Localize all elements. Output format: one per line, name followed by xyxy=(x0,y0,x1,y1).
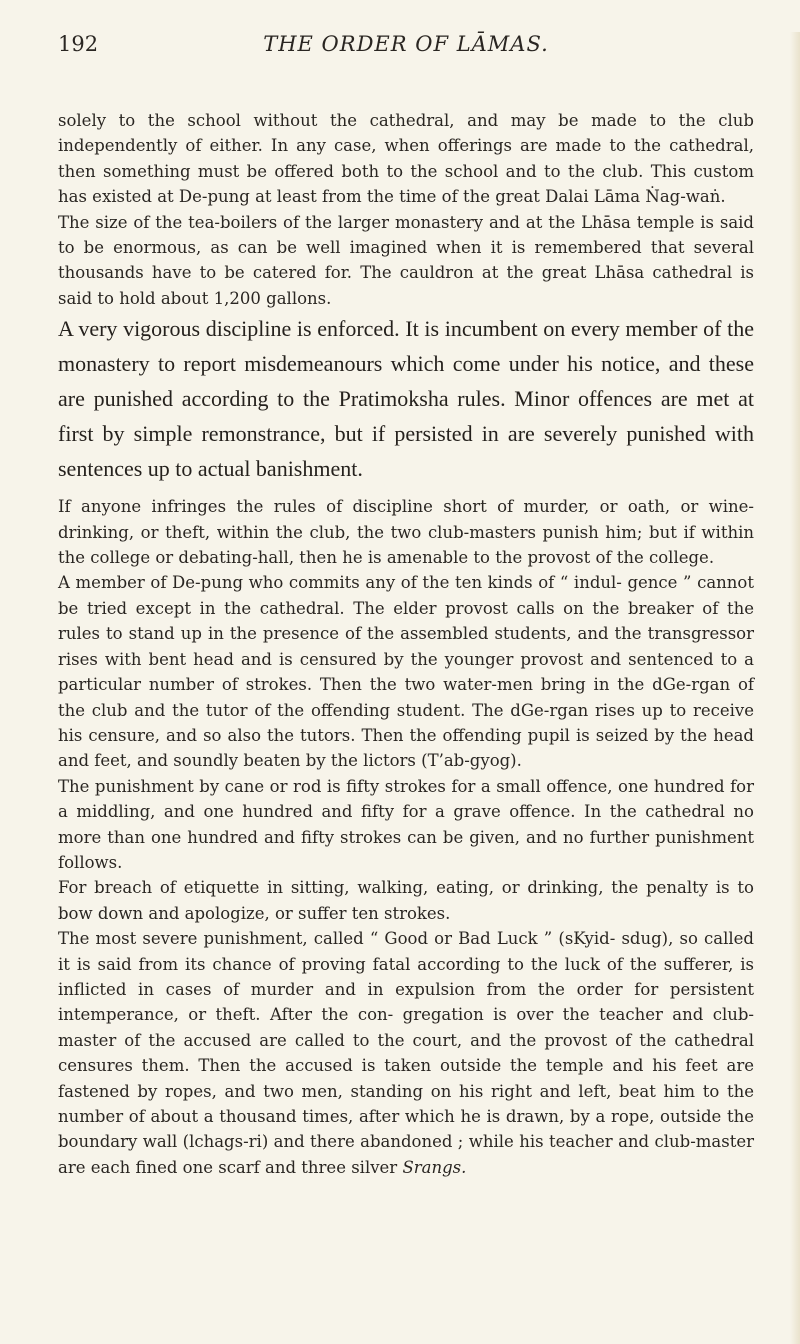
closing-term: Srangs. xyxy=(402,1157,467,1177)
page-edge-shadow xyxy=(790,32,800,1344)
paragraph-infringes: If anyone infringes the rules of discipline short of murder, or oath, or wine-drinking, or theft, within the club, the two club-masters punish him; but if within the college or debating-hall, then he is amenable to the provost of the college. xyxy=(58,497,754,568)
book-page xyxy=(0,32,800,1344)
page-number: 192 xyxy=(58,32,99,56)
paragraph-indulgence: A member of De-pung who commits any of the ten kinds of “ indul- gence ” cannot be tried except in the cathedral. The elder provost calls on the breaker of the rules to stand up in the presence of the assembled students, and the transgressor rises with bent head and is censured by the younger provost and sentenced to a particular number of strokes. Then the two water-men bring in the dGe-rgan of the club and the tutor of the offending student. The dGe-rgan rises up to receive his censure, and so also the tutors. Then the offending pupil is seized by the head and feet, and soundly beaten by the lictors (T’ab-gyog). xyxy=(58,573,754,771)
paragraph-discipline: A very vigorous discipline is enforced. It is incumbent on every member of the monastery to report misdemeanours which come under his notice, and these are punished according to the Pratimoksha rules. Minor offences are met at first by simple remonstrance, but if persisted in are severely punished with sentences up to actual banishment. xyxy=(58,316,754,482)
running-title: THE ORDER OF LĀMAS. xyxy=(263,32,549,56)
body-text xyxy=(58,108,754,1180)
paragraph-punishment-strokes: The punishment by cane or rod is fifty strokes for a small offence, one hundred for a middling, and one hundred and fifty for a grave offence. In the cathedral no more than one hundred and fifty strokes can be given, and no further punishment follows. xyxy=(58,776,754,872)
running-head xyxy=(58,32,754,68)
paragraph-tea-boilers: The size of the tea-boilers of the larger monastery and at the Lhāsa temple is said to be enormous, as can be well imagined when it is remembered that several thousands have to be catered for. The cauldron at the great Lhāsa cathedral is said to hold about 1,200 gallons. xyxy=(58,212,754,308)
paragraph-school-offerings: solely to the school without the cathedral, and may be made to the club independently of either. In any case, when offerings are made to the cathedral, then something must be offered both to the school and to the club. This custom has existed at De-pung at least from the time of the great Dalai Lāma Ṅag-waṅ. xyxy=(58,111,754,207)
paragraph-etiquette: For breach of etiquette in sitting, walking, eating, or drinking, the penalty is to bow down and apologize, or suffer ten strokes. xyxy=(58,878,754,923)
paragraph-good-or-bad-luck xyxy=(58,926,754,1180)
paragraph-good-or-bad-luck-text: The most severe punishment, called “ Good or Bad Luck ” (sKyid- sdug), so called it is said from its chance of proving fatal according to the luck of the sufferer, is inflicted in cases of murder and in expulsion from the order for persistent intemperance, or theft. After the con- gregation is over the teacher and club-master of the accused are called to the court, and the provost of the cathedral censures them. Then the accused is taken outside the temple and his feet are fastened by ropes, and two men, standing on his right and left, beat him to the number of about a thousand times, after which he is drawn, by a rope, outside the boundary wall (lchags-ri) and there abandoned ; while his teacher and club-master are each fined one scarf and three silver xyxy=(58,929,754,1177)
